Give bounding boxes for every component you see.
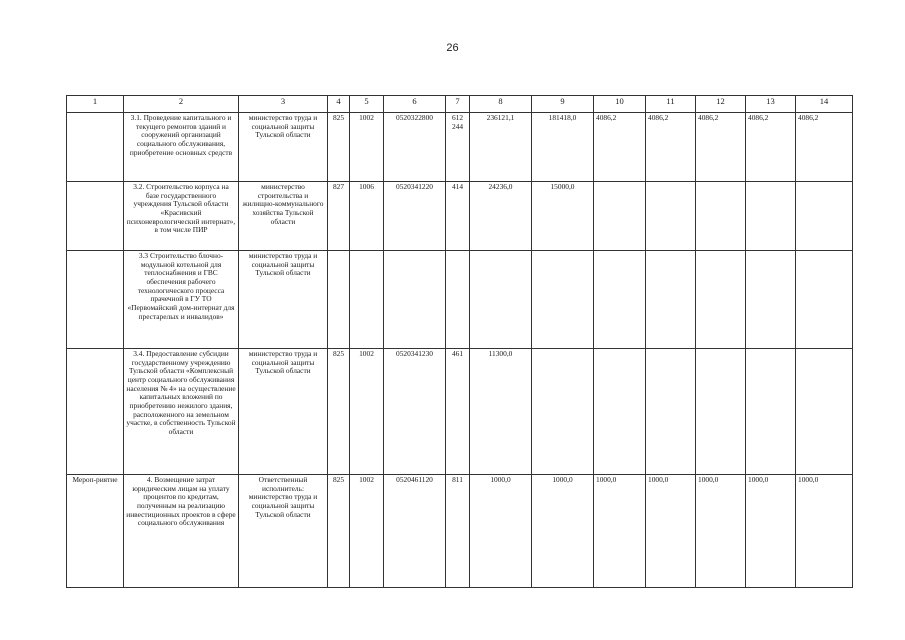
event-name-cell: 4. Возмещение затрат юридическим лицам на уплату процентов по кредитам, полученным на реализацию инвестиционных проектов в сфере социального обслуживания — [124, 475, 239, 588]
event-type-cell — [67, 113, 124, 182]
table-row — [67, 182, 853, 251]
column-header: 14 — [796, 96, 853, 113]
column-header: 3 — [239, 96, 328, 113]
amount-cell — [532, 251, 594, 349]
amount-cell: 181418,0 — [532, 113, 594, 182]
amount-total-cell: 236121,1 — [470, 113, 532, 182]
amount-cell: 4086,2 — [646, 113, 696, 182]
amount-cell — [796, 349, 853, 475]
amount-cell: 1000,0 — [746, 475, 796, 588]
target-article-cell: 0520341220 — [384, 182, 446, 251]
amount-cell — [646, 182, 696, 251]
grbs-code-cell: 825 — [328, 349, 350, 475]
amount-total-cell: 11300,0 — [470, 349, 532, 475]
amount-cell — [696, 251, 746, 349]
amount-cell — [646, 251, 696, 349]
amount-cell — [532, 349, 594, 475]
executor-cell: министерство труда и социальной защиты Тульской области — [239, 251, 328, 349]
amount-cell: 1000,0 — [796, 475, 853, 588]
amount-cell: 4086,2 — [746, 113, 796, 182]
amount-cell: 1000,0 — [646, 475, 696, 588]
amount-cell — [746, 182, 796, 251]
expense-type-cell — [446, 251, 470, 349]
target-article-cell: 0520322800 — [384, 113, 446, 182]
target-article-cell: 0520461120 — [384, 475, 446, 588]
amount-cell: 4086,2 — [696, 113, 746, 182]
section-code-cell: 1002 — [350, 113, 384, 182]
event-type-cell — [67, 251, 124, 349]
column-header: 5 — [350, 96, 384, 113]
expense-type-cell: 414 — [446, 182, 470, 251]
column-header: 8 — [470, 96, 532, 113]
amount-cell: 4086,2 — [796, 113, 853, 182]
amount-cell — [594, 251, 646, 349]
column-header: 1 — [67, 96, 124, 113]
section-code-cell: 1006 — [350, 182, 384, 251]
table-row — [67, 349, 853, 475]
amount-cell: 1000,0 — [594, 475, 646, 588]
grbs-code-cell: 827 — [328, 182, 350, 251]
amount-cell — [696, 349, 746, 475]
amount-cell: 15000,0 — [532, 182, 594, 251]
event-type-cell — [67, 182, 124, 251]
table-row — [67, 113, 853, 182]
amount-cell — [696, 182, 746, 251]
amount-cell — [746, 349, 796, 475]
grbs-code-cell: 825 — [328, 113, 350, 182]
event-type-cell — [67, 349, 124, 475]
event-name-cell: 3.3 Строительство блочно-модульной котельной для теплоснабжения и ГВС обеспечения рабочего технологического процесса прачечной в ГУ ТО «Первомайский дом-интернат для престарелых и инвалидов» — [124, 251, 239, 349]
column-header: 7 — [446, 96, 470, 113]
expense-type-cell: 811 — [446, 475, 470, 588]
executor-cell: министерство строительства и жилищно-коммунального хозяйства Тульской области — [239, 182, 328, 251]
table-row — [67, 475, 853, 588]
column-header: 11 — [646, 96, 696, 113]
section-code-cell: 1002 — [350, 475, 384, 588]
column-header: 4 — [328, 96, 350, 113]
amount-cell: 1000,0 — [532, 475, 594, 588]
expense-type-cell: 612 244 — [446, 113, 470, 182]
target-article-cell: 0520341230 — [384, 349, 446, 475]
amount-cell: 1000,0 — [696, 475, 746, 588]
amount-cell — [594, 182, 646, 251]
column-header: 6 — [384, 96, 446, 113]
table-row — [67, 251, 853, 349]
target-article-cell — [384, 251, 446, 349]
page-number: 26 — [446, 42, 459, 54]
executor-cell: Ответственный исполнитель: министерство труда и социальной защиты Тульской области — [239, 475, 328, 588]
amount-total-cell — [470, 251, 532, 349]
column-header: 2 — [124, 96, 239, 113]
table-header-row — [67, 96, 853, 113]
amount-cell: 4086,2 — [594, 113, 646, 182]
section-code-cell: 1002 — [350, 349, 384, 475]
event-name-cell: 3.1. Проведение капитального и текущего ремонтов зданий и сооружений организаций социального обслуживания, приобретение основных средств — [124, 113, 239, 182]
event-name-cell: 3.2. Строительство корпуса на базе государственного учреждения Тульской области «Красивский психоневрологический интернат», в том числе ПИР — [124, 182, 239, 251]
executor-cell: министерство труда и социальной защиты Тульской области — [239, 113, 328, 182]
amount-cell — [594, 349, 646, 475]
section-code-cell — [350, 251, 384, 349]
expense-type-cell: 461 — [446, 349, 470, 475]
amount-cell — [796, 251, 853, 349]
amount-total-cell: 24236,0 — [470, 182, 532, 251]
amount-cell — [796, 182, 853, 251]
amount-total-cell: 1000,0 — [470, 475, 532, 588]
event-name-cell: 3.4. Предоставление субсидии государственному учреждению Тульской области «Комплексный центр социального обслуживания населения № 4» на осуществление капитальных вложений по приобретению нежилого здания, расположенного на земельном участке, в собственность Тульской области — [124, 349, 239, 475]
grbs-code-cell: 825 — [328, 475, 350, 588]
grbs-code-cell — [328, 251, 350, 349]
column-header: 10 — [594, 96, 646, 113]
amount-cell — [646, 349, 696, 475]
budget-table — [66, 95, 853, 588]
amount-cell — [746, 251, 796, 349]
column-header: 13 — [746, 96, 796, 113]
column-header: 9 — [532, 96, 594, 113]
executor-cell: министерство труда и социальной защиты Тульской области — [239, 349, 328, 475]
event-type-cell: Мероп-риятие — [67, 475, 124, 588]
column-header: 12 — [696, 96, 746, 113]
